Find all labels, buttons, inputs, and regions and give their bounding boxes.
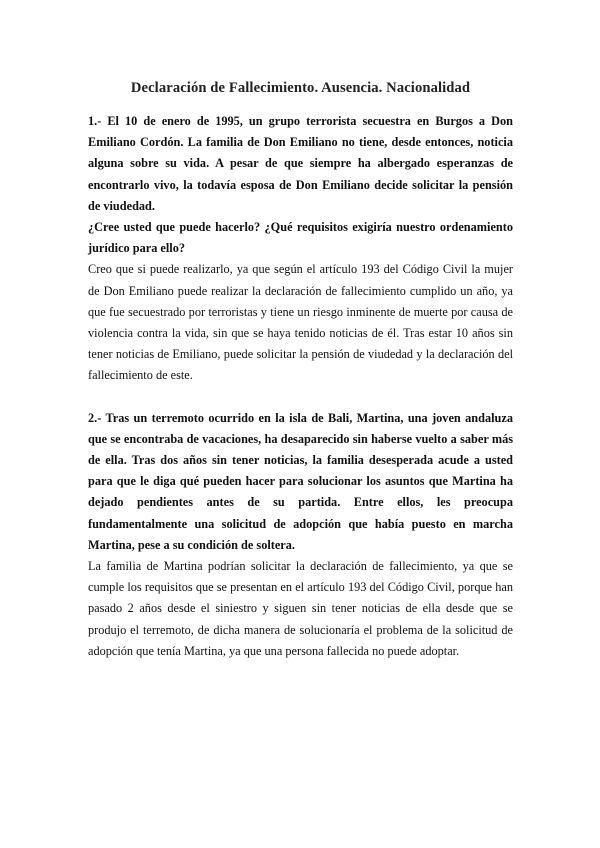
- page-title: Declaración de Fallecimiento. Ausencia. Nacionalidad: [130, 80, 471, 96]
- section-1: [88, 111, 513, 387]
- section-2: [88, 408, 513, 662]
- question-2-text: 2.- Tras un terremoto ocurrido en la isla de Bali, Martina, una joven andaluza que se encontraba de vacaciones, ha desaparecido sin haberse vuelto a saber más de ella. Tras dos años sin tener noticias, la familia desesperada acude a usted para que le diga qué pueden hacer para solucionar los asuntos que Martina ha dejado pendientes antes de su partida. Entre ellos, les preocupa fundamentalmente una solicitud de adopción que había puesto en marcha Martina, pese a su condición de soltera.: [88, 410, 513, 552]
- question-1-text: 1.- El 10 de enero de 1995, un grupo terrorista secuestra en Burgos a Don Emiliano Cordón. La familia de Don Emiliano no tiene, desde entonces, noticia alguna sobre su vida. A pesar de que siempre ha albergado esperanzas de encontrarlo vivo, la todavía esposa de Don Emiliano decide solicitar la pensión de viudedad.: [88, 114, 513, 213]
- section-divider: [88, 387, 513, 408]
- question-1-prompt: ¿Cree usted que puede hacerlo? ¿Qué requisitos exigiría nuestro ordenamiento jurídico para ello?: [88, 220, 513, 256]
- answer-1-text: Creo que si puede realizarlo, ya que según el artículo 193 del Código Civil la mujer de Don Emiliano puede realizar la declaración de fallecimiento cumplido un año, ya que fue secuestrado por terroristas y tiene un riesgo inminente de muerte por causa de violencia contra la vida, sin que se haya tenido noticias de él. Tras estar 10 años sin tener noticias de Emiliano, puede solicitar la pensión de viudedad y la declaración del fallecimiento de este.: [88, 262, 513, 383]
- answer-2-text: La familia de Martina podrían solicitar la declaración de fallecimiento, ya que se cumple los requisitos que se presentan en el artículo 193 del Código Civil, porque han pasado 2 años desde el siniestro y siguen sin tener noticias de ella desde que se produjo el terremoto, de dicha manera de solucionaría el problema de la solicitud de adopción que tenía Martina, ya que una persona fallecida no puede adoptar.: [88, 559, 513, 658]
